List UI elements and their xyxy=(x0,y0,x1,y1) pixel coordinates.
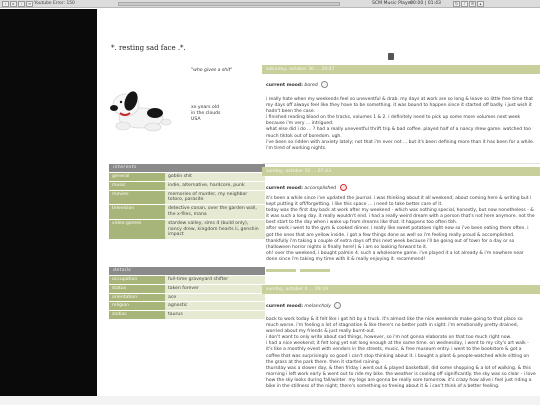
entry-mood xyxy=(266,302,341,309)
journal-page xyxy=(97,9,540,396)
entry-paragraph: i've been so ridden with anxiety lately; not that i'm ever not ... but it's been defining more than it has been for a while. i'm tired of working nights. xyxy=(266,139,535,151)
profile-age: xx years old xyxy=(191,105,220,110)
entry-paragraph: back to work today & it felt like i got hit by a truck. it's almost like the nice weekends make going to that place so much worse. i'm feeling a lot of stagnation & like there's no better path in sight. i'm emotionally pretty drained, worried about my friends & just really burnt-out. xyxy=(266,317,523,335)
mood-value: bored xyxy=(304,83,318,88)
expand-button[interactable]: ▴ xyxy=(477,1,484,7)
mood-value: melancholy xyxy=(304,304,331,309)
table-row xyxy=(109,220,265,240)
row-value: stardew valley, sims 4 (build only), nancy drew, kingdom hearts ii, genshin impact xyxy=(165,220,265,239)
row-value: ace xyxy=(165,294,265,302)
row-key: movies xyxy=(109,191,165,205)
playlist-button[interactable]: ☰ xyxy=(470,1,475,6)
row-key: occupation xyxy=(109,276,165,284)
repeat-button[interactable]: ↻ xyxy=(454,1,459,6)
profile-location: in the clouds xyxy=(191,111,221,116)
row-value: indie, alternative, hardcore, punk xyxy=(165,182,265,190)
table-row xyxy=(109,182,265,191)
previous-button[interactable]: ‹ xyxy=(2,1,9,7)
entry-paragraph: today was the first day back at work after my weekend - which was nothing special, honestly, but now nonetheless - & it was such a long day. it really wouldn't end. i had a really weird dream with a person that's not here anymore. not the best start to the day when i wake up from dreams like that. it happens too often tbh. xyxy=(266,208,535,226)
row-value: agnostic xyxy=(165,302,265,310)
page-title: *. resting sad face .*. xyxy=(111,44,186,52)
entry-paragraph: i had a nice weekend; it felt long yet not long enough at the same time. on wednesday, i went to my city's art walk - it's like a monthly event with vendors in the streets, music, & free museum entry. i went to the bookstore & got a coffee that was surprisingly so good i can't stop thinking about it. i bought a plant & people-watched while sitting on the grass at the park there. then it started raining. xyxy=(266,341,530,365)
entry-links[interactable] xyxy=(266,269,536,274)
table-row xyxy=(109,173,265,182)
entry-date-header: sunday, october 4 ... 09:19 xyxy=(262,285,540,294)
row-key: status xyxy=(109,285,165,293)
table-row xyxy=(109,294,265,303)
row-value: goblin shit xyxy=(165,173,265,181)
shuffle-button[interactable]: ≡ xyxy=(27,1,32,6)
entry-date-header: sunday, october 10 ... 07:43 xyxy=(262,167,540,176)
profile-info xyxy=(191,105,220,123)
mood-label: current mood: xyxy=(266,186,303,191)
next-button[interactable]: › xyxy=(18,1,25,7)
row-value: detective conan, over the garden wall, the x-files, mana xyxy=(165,205,265,219)
row-value: memories of murder, my neighbor totoro, parasite xyxy=(165,191,265,205)
entry-paragraph: it's been a while since i've updated the journal. i was thinking about it all weekend; about coming here & writing but i kept putting it off/forgetting. i like this space ... i need to take better care of it. xyxy=(266,196,532,208)
entry-paragraph: thankfully i'm taking a couple of extra days off this next week because i'll be going out of town for a day or so (halloween horror nights is finally here!) & i am so looking forward to it. xyxy=(266,238,515,250)
snoopy-plush-image xyxy=(107,89,177,135)
profile-country: USA xyxy=(191,117,201,122)
bottom-band xyxy=(0,396,540,405)
entry-date-header: saturday, october 30 ... 20:47 xyxy=(262,65,540,74)
player-name: SCM Music Player xyxy=(372,1,413,6)
entry-paragraph: oh! over the weekend, i bought palmin 4. such a wholesome game. i've played it a lot already & i'm nowhere near done since i'm taking my time with it & really enjoying it. recommend! xyxy=(266,250,524,262)
mood-smiley-icon xyxy=(321,81,328,88)
interests-table xyxy=(109,173,265,240)
mood-label: current mood: xyxy=(266,83,303,88)
music-player-bar xyxy=(0,0,540,8)
row-key: orientation xyxy=(109,294,165,302)
profile-quote: "who gives a shit" xyxy=(191,68,233,73)
table-row xyxy=(109,311,265,320)
player-error-text: Youtube Error: 150 xyxy=(34,1,75,6)
row-value: taurus xyxy=(165,311,265,319)
entry-paragraph: after work i went to the gym & cooked dinner. i really like sweet potatoes right now so i've been eating them often. i got the ones that are yellow inside. i got a few things done as well so i'm feeling really proud & accomplished. xyxy=(266,226,529,238)
entry-body xyxy=(266,97,536,152)
left-dark-panel xyxy=(0,9,97,396)
player-time: 00:00 | 01:43 xyxy=(410,1,441,6)
entry-paragraph: i don't want to only write about sad things, however, so i'm not gonna elaborate on that too much right now. xyxy=(266,335,512,341)
details-table xyxy=(109,276,265,320)
entry-body xyxy=(266,317,536,390)
entry-mood xyxy=(266,81,328,88)
table-row xyxy=(109,302,265,311)
mood-smiley-icon xyxy=(334,302,341,309)
entry-paragraph: what else did i do ... ? had a really uneventful thrift trip & bad coffee. played half of a nancy drew game. watched too much tiktok out of boredom. ugh. xyxy=(266,127,531,139)
play-button[interactable]: ▸ xyxy=(10,1,17,7)
row-value: taken forever xyxy=(165,285,265,293)
row-key: video games xyxy=(109,220,165,239)
mood-value: accomplished xyxy=(304,186,337,191)
details-heading: details xyxy=(109,267,265,275)
mood-label: current mood: xyxy=(266,304,303,309)
entry-mood xyxy=(266,184,347,191)
interests-heading: interests xyxy=(109,164,265,172)
table-row xyxy=(109,276,265,285)
row-key: general xyxy=(109,173,165,181)
table-row xyxy=(109,205,265,220)
row-key: music xyxy=(109,182,165,190)
mood-smiley-icon xyxy=(340,184,347,191)
row-key: television xyxy=(109,205,165,219)
row-value: full-time graveyard shifter xyxy=(165,276,265,284)
entry-body xyxy=(266,196,536,263)
table-row xyxy=(109,191,265,206)
table-row xyxy=(109,285,265,294)
progress-track[interactable] xyxy=(118,2,340,6)
row-key: religion xyxy=(109,302,165,310)
entry-paragraph: i really hate when my weekends feel so uneventful & drab. my days at work are so long & leave so little free time that my days off always feel like they have to be something. it was bound to happen since it started off badly. i just wish it hadn't been the case. xyxy=(266,97,533,115)
entry-divider xyxy=(262,163,540,164)
entry-paragraph: i finished reading blood on the tracks, volumes 1 & 2. i definitely need to pick up some more volumes next week because i'm very ... intrigued. xyxy=(266,115,521,127)
volume-button[interactable]: ♪ xyxy=(461,1,468,7)
settings-icon[interactable] xyxy=(388,53,394,60)
row-key: zodiac xyxy=(109,311,165,319)
entry-paragraph: thursday was a slower day, & then friday i went out & played basketball, did some shopping & a lot of walking. & this morning i left work early & went out to ride my bike. the weather is cooling off significantly. the sky was so clear - i love how the sky looks during fall/winter. my legs are gonna be really sore tomorrow. it's crazy how alive i feel just riding a bike in the stillness of the night; there's something so freeing about it & i can't think of a better feeling. xyxy=(266,365,536,390)
